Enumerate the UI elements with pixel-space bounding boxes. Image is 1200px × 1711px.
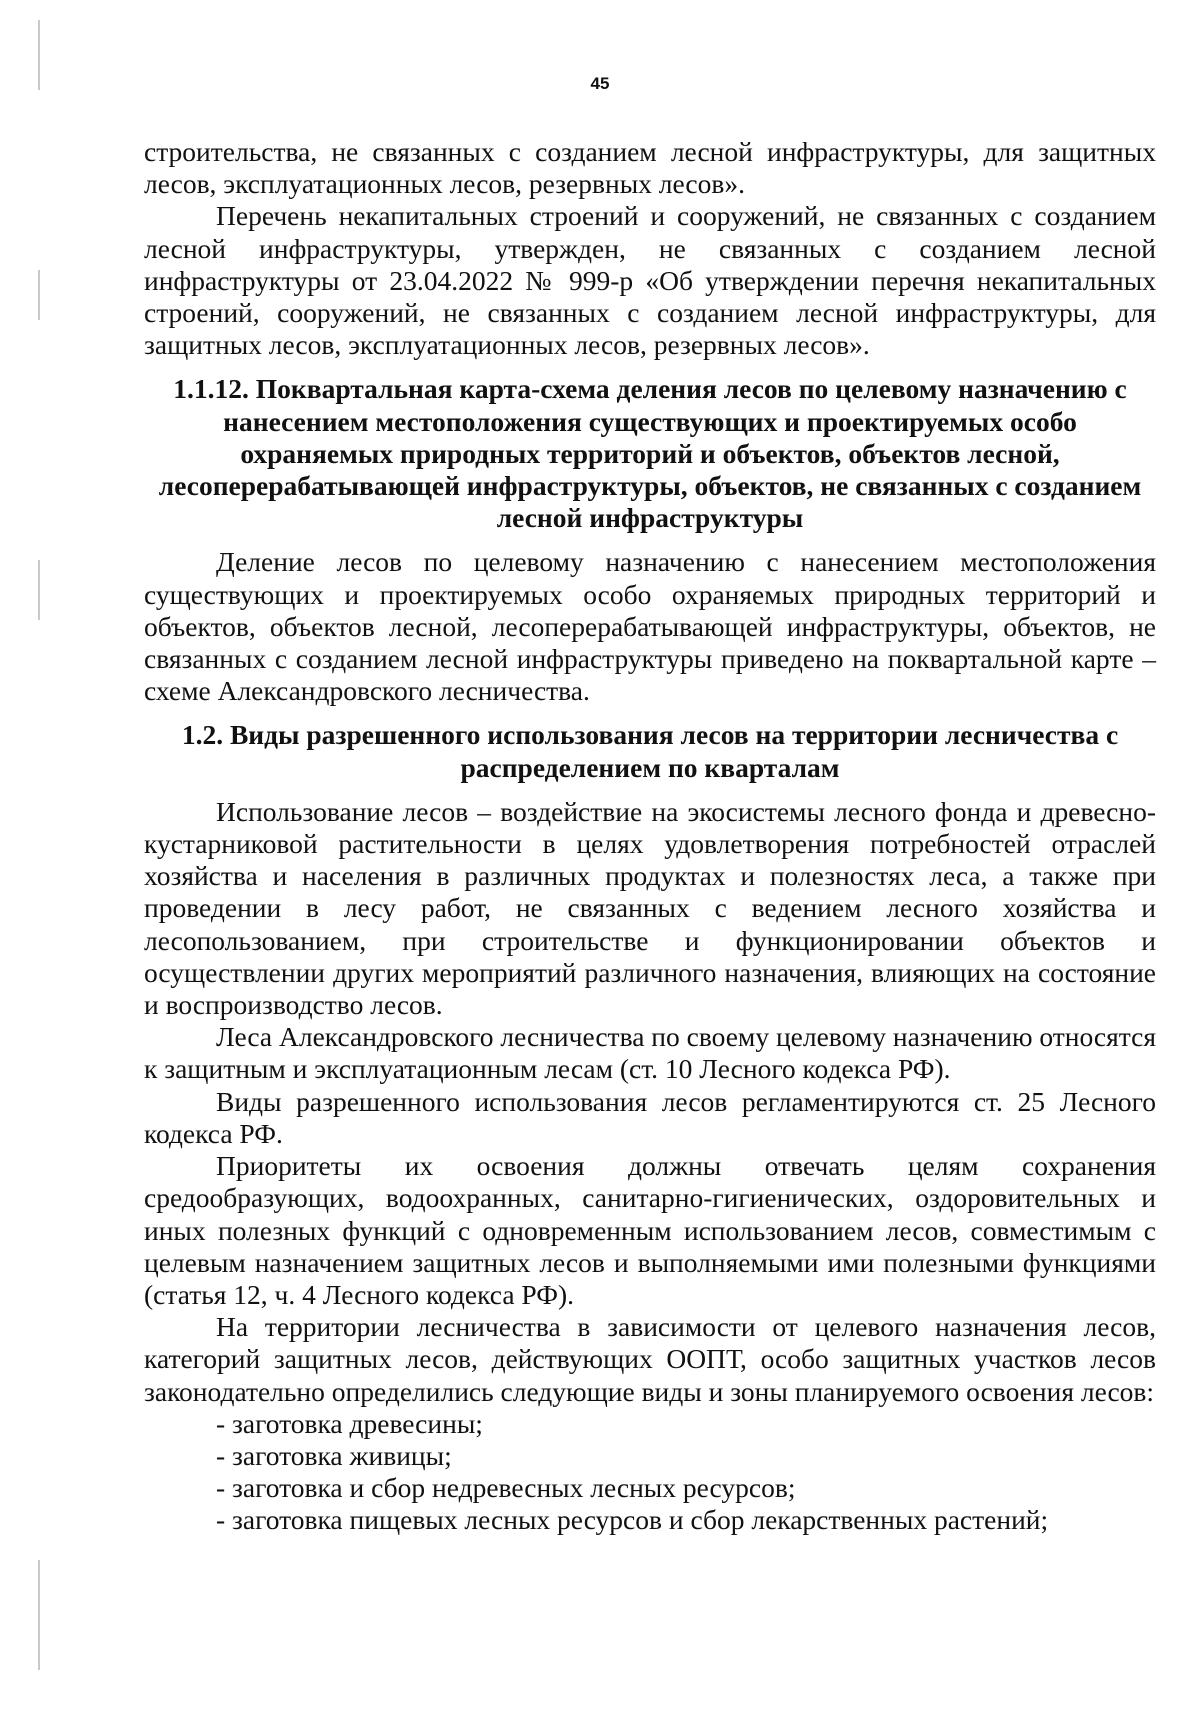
paragraph: На территории лесничества в зависимости от целевого назначения лесов, категорий защитных лесов, действующих ООПТ, особо защитных участков лесов законодательно определились следующие виды и зоны планируемого освоения лесов: xyxy=(144,1311,1156,1407)
scan-edge-mark xyxy=(38,1560,40,1670)
paragraph: Использование лесов – воздействие на экосистемы лесного фонда и древесно-кустарниковой растительности в целях удовлетворения потребностей отраслей хозяйства и населения в различных продуктах и полезностях леса, а также при проведении в лесу работ, не связанных с ведением лесного хозяйства и лесопользованием, при строительстве и функционировании объектов и осуществлении других мероприятий различного назначения, влияющих на состояние и воспроизводство лесов. xyxy=(144,795,1156,1021)
paragraph: Деление лесов по целевому назначению с нанесением местоположения существующих и проектируемых особо охраняемых природных территорий и объектов, объектов лесной, лесоперерабатывающей инфраструктуры, объектов, не связанных с созданием лесной инфраструктуры приведено на поквартальной карте – схеме Александровского лесничества. xyxy=(144,546,1156,707)
scan-edge-mark xyxy=(38,270,40,320)
section-heading-1-2: 1.2. Виды разрешенного использования лесов на территории лесничества с распределением по кварталам xyxy=(181,719,1119,783)
page-content xyxy=(144,136,1156,1537)
list-item: - заготовка живицы; xyxy=(216,1440,1156,1472)
paragraph: Приоритеты их освоения должны отвечать целям сохранения средообразующих, водоохранных, санитарно-гигиенических, оздоровительных и иных полезных функций с одновременным использованием лесов, совместимым с целевым назначением защитных лесов и выполняемыми ими полезными функциями (статья 12, ч. 4 Лесного кодекса РФ). xyxy=(144,1150,1156,1310)
list-item: - заготовка и сбор недревесных лесных ресурсов; xyxy=(216,1472,1156,1504)
usage-types-list xyxy=(144,1408,1156,1537)
section-heading-1-1-12: 1.1.12. Поквартальная карта-схема деления лесов по целевому назначению с нанесением местоположения существующих и проектируемых особо охраняемых природных территорий и объектов, объектов лесной, лесоперерабатывающей инфраструктуры, объектов, не связанных с созданием лесной инфраструктуры xyxy=(158,373,1142,534)
list-item: - заготовка пищевых лесных ресурсов и сбор лекарственных растений; xyxy=(216,1504,1156,1536)
paragraph: Перечень некапитальных строений и сооружений, не связанных с созданием лесной инфраструктуры, утвержден, не связанных с созданием лесной инфраструктуры от 23.04.2022 № 999-р «Об утверждении перечня некапитальных строений, сооружений, не связанных с созданием лесной инфраструктуры, для защитных лесов, эксплуатационных лесов, резервных лесов». xyxy=(144,200,1156,361)
scan-edge-mark xyxy=(38,560,40,620)
paragraph: Леса Александровского лесничества по своему целевому назначению относятся к защитным и эксплуатационным лесам (ст. 10 Лесного кодекса РФ). xyxy=(144,1021,1156,1085)
paragraph-continuation: строительства, не связанных с созданием лесной инфраструктуры, для защитных лесов, эксплуатационных лесов, резервных лесов». xyxy=(144,136,1156,200)
list-item: - заготовка древесины; xyxy=(216,1408,1156,1440)
paragraph: Виды разрешенного использования лесов регламентируются ст. 25 Лесного кодекса РФ. xyxy=(144,1085,1156,1149)
page-number: 45 xyxy=(590,74,610,93)
